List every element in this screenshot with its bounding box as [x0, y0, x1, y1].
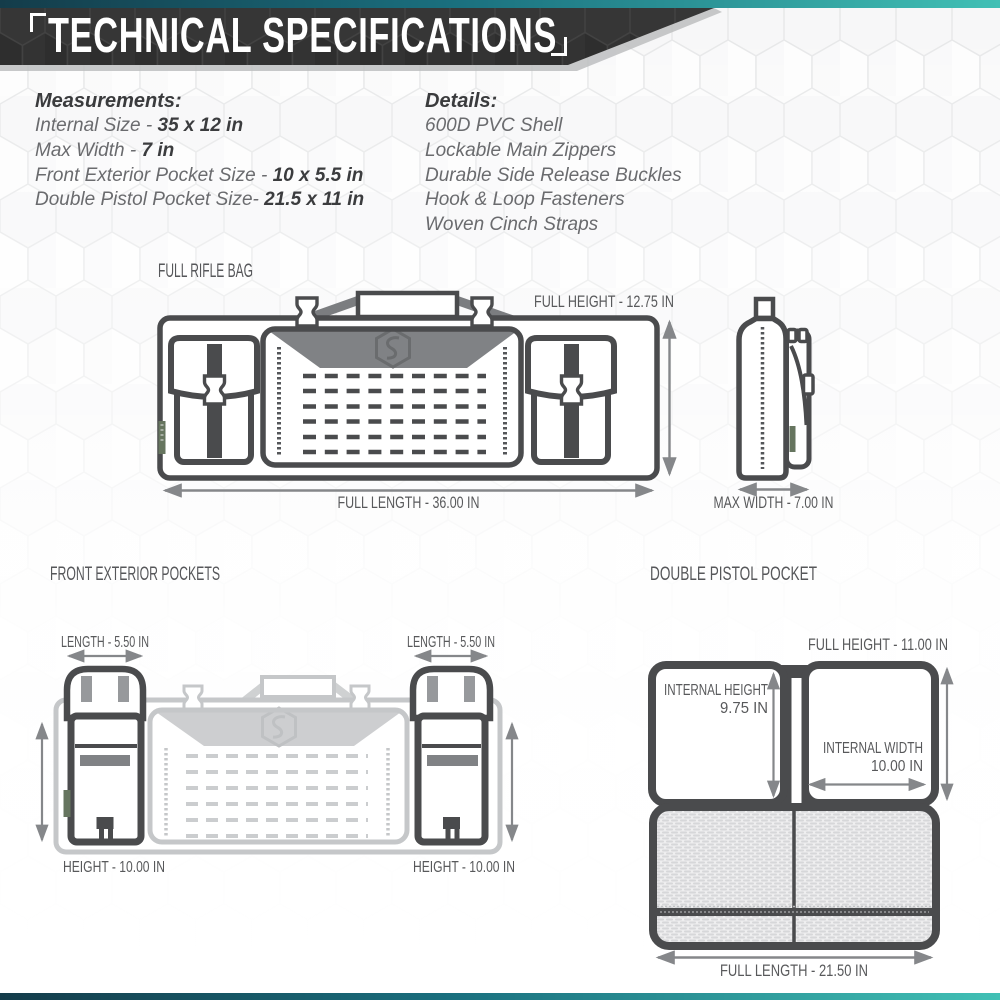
side-brand-tag	[790, 426, 796, 452]
length-label-right: LENGTH - 5.50 IN	[407, 634, 495, 651]
closed-pocket-band	[657, 908, 932, 916]
divider-gap	[792, 678, 802, 803]
detail-line: Durable Side Release Buckles	[425, 164, 682, 186]
full-length-label: FULL LENGTH - 36.00 IN	[337, 493, 480, 512]
height-label-left: HEIGHT - 10.00 IN	[63, 859, 165, 876]
side-pocket-loop	[788, 330, 796, 342]
internal-width-value: 10.00 IN	[871, 758, 923, 775]
side-handle-tab	[756, 299, 773, 318]
top-buckle-right	[472, 298, 492, 326]
max-width-label: MAX WIDTH - 7.00 IN	[713, 493, 834, 512]
top-buckle-left	[297, 298, 317, 326]
full-height-label: FULL HEIGHT - 12.75 IN	[534, 292, 674, 311]
measurement-line: Front Exterior Pocket Size - 10 x 5.5 in	[35, 164, 364, 186]
double-pistol-pocket-title: DOUBLE PISTOL POCKET	[650, 564, 818, 585]
length-label-left: LENGTH - 5.50 IN	[61, 634, 149, 651]
detail-line: 600D PVC Shell	[425, 115, 563, 136]
front-exterior-pockets-title: FRONT EXTERIOR POCKETS	[50, 564, 220, 585]
full-rifle-bag-diagram	[158, 261, 674, 512]
full-rifle-bag-title: FULL RIFLE BAG	[158, 261, 253, 282]
measurement-line: Max Width - 7 in	[35, 139, 175, 161]
double-pistol-pocket-diagram	[650, 564, 948, 980]
pistol-pocket-right	[805, 665, 935, 803]
bag-left-pocket	[171, 338, 257, 462]
measurement-line: Internal Size - 35 x 12 in	[35, 115, 244, 136]
detail-line: Woven Cinch Straps	[425, 214, 599, 236]
bag-right-pocket	[528, 338, 614, 462]
internal-height-label: INTERNAL HEIGHT	[664, 682, 769, 699]
side-pull-tab	[804, 375, 814, 394]
detail-line: Lockable Main Zippers	[425, 139, 617, 161]
internal-width-label: INTERNAL WIDTH	[823, 740, 923, 757]
open-pocket-right	[413, 669, 490, 842]
details-heading: Details:	[425, 90, 498, 112]
side-pocket-loop	[799, 330, 807, 342]
open-pocket-left	[64, 669, 144, 842]
side-view-diagram	[714, 299, 834, 512]
measurements-heading: Measurements:	[35, 90, 182, 112]
handle-grip	[358, 293, 457, 317]
internal-height-value: 9.75 IN	[720, 700, 768, 717]
detail-line: Hook & Loop Fasteners	[425, 189, 625, 211]
height-label-right: HEIGHT - 10.00 IN	[413, 859, 515, 876]
dpp-full-height-label: FULL HEIGHT - 11.00 IN	[808, 635, 948, 654]
brand-tag	[159, 421, 166, 454]
dpp-full-length-label: FULL LENGTH - 21.50 IN	[720, 961, 868, 980]
measurement-line: Double Pistol Pocket Size- 21.5 x 11 in	[35, 189, 365, 211]
front-exterior-pockets-diagram	[42, 564, 515, 876]
page-title: TECHNICAL SPECIFICATIONS	[48, 9, 558, 63]
